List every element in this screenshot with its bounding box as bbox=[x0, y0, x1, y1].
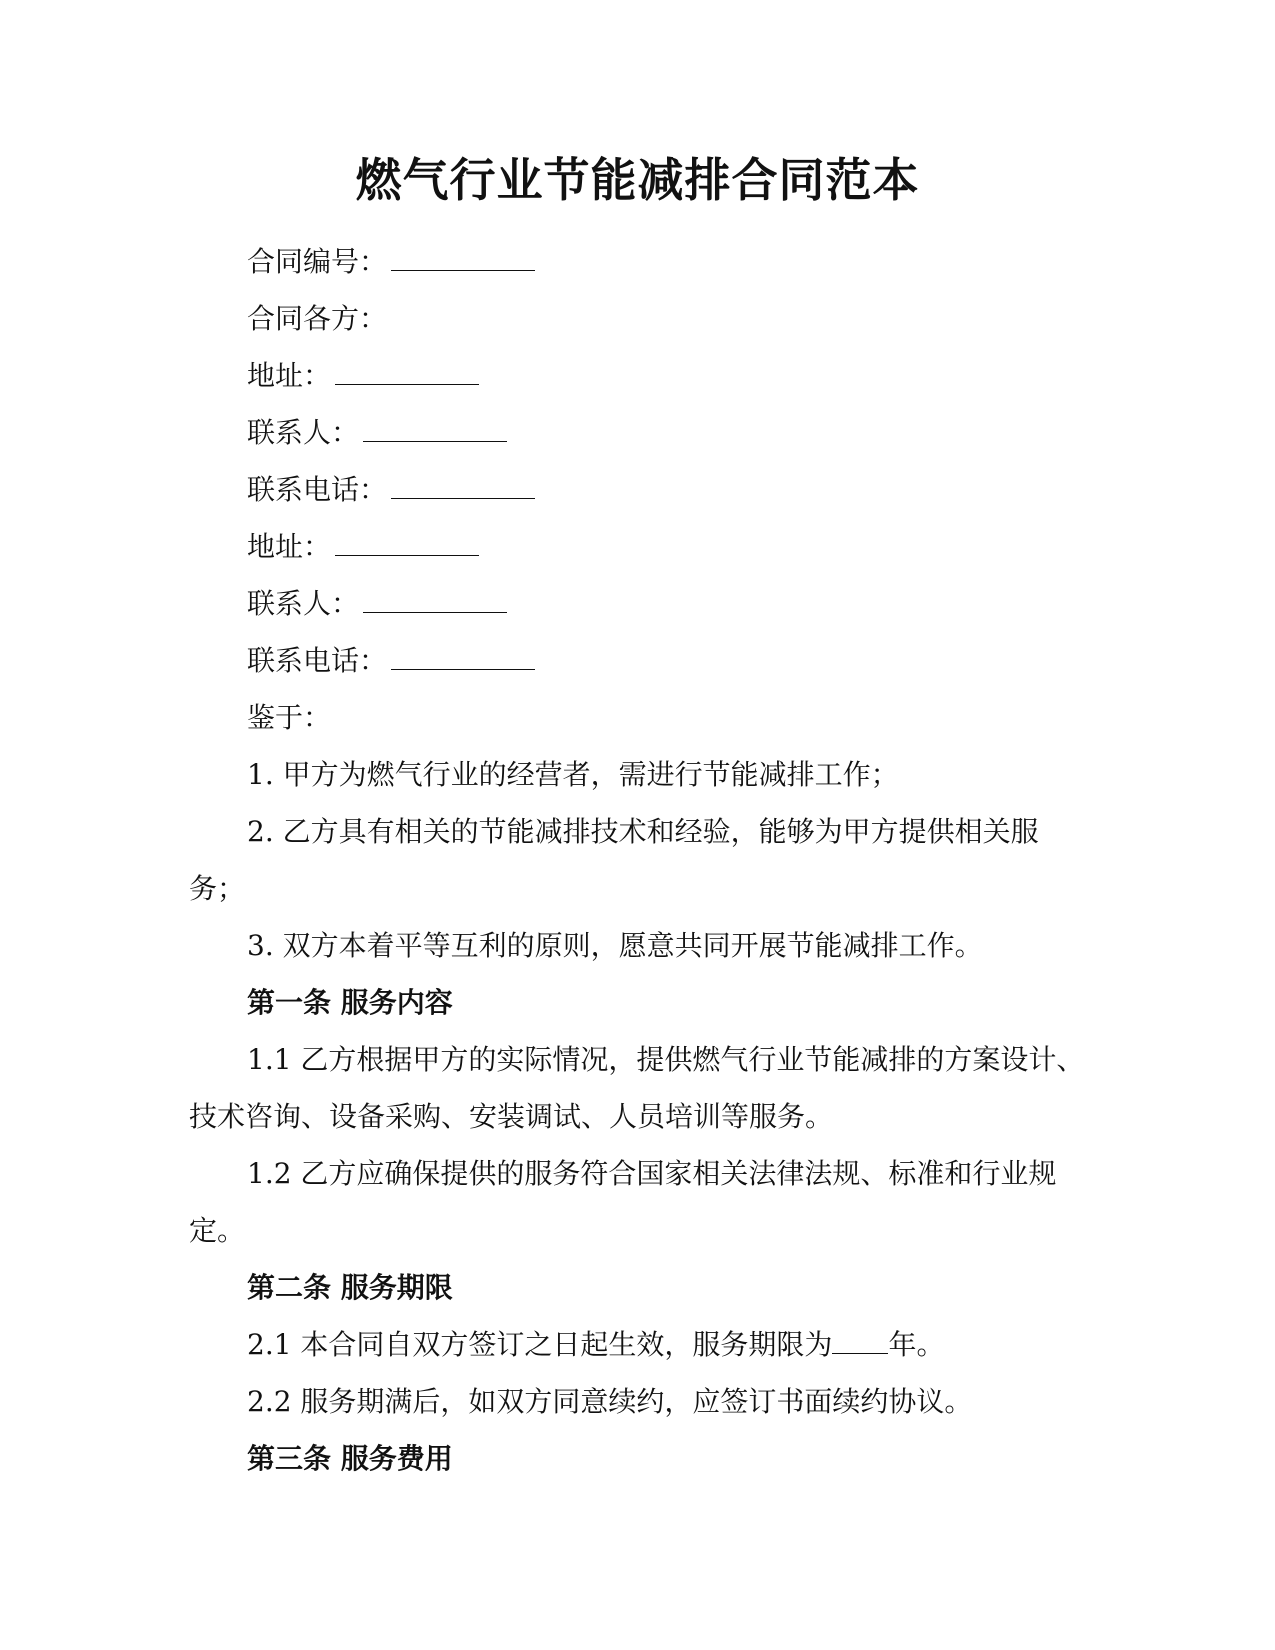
party-1-phone-field bbox=[189, 461, 1089, 518]
contract-number-label: 合同编号： bbox=[247, 245, 388, 278]
party-2-contact-label: 联系人： bbox=[247, 587, 360, 620]
party-2-address-field bbox=[189, 518, 1089, 575]
party-1-phone-label: 联系电话： bbox=[247, 473, 388, 506]
article-2-clause-1 bbox=[189, 1316, 1089, 1373]
party-2-phone-blank[interactable] bbox=[391, 643, 535, 670]
party-2-phone-field bbox=[189, 632, 1089, 689]
article-3-heading: 第三条 服务费用 bbox=[247, 1442, 453, 1475]
service-term-years-blank[interactable] bbox=[832, 1327, 888, 1354]
contract-number-blank[interactable] bbox=[391, 244, 535, 271]
article-1-clause-1: 1.1 乙方根据甲方的实际情况，提供燃气行业节能减排的方案设计、技术咨询、设备采购、安装调试、人员培训等服务。 bbox=[189, 1043, 1085, 1133]
party-1-contact-label: 联系人： bbox=[247, 416, 360, 449]
article-2-heading: 第二条 服务期限 bbox=[247, 1271, 453, 1304]
whereas-item-3: 3. 双方本着平等互利的原则，愿意共同开展节能减排工作。 bbox=[247, 929, 983, 962]
party-2-contact-field bbox=[189, 575, 1089, 632]
whereas-item-1: 1. 甲方为燃气行业的经营者，需进行节能减排工作； bbox=[247, 758, 899, 791]
article-2-clause-1-suffix: 年。 bbox=[888, 1328, 945, 1361]
article-1-clause-2: 1.2 乙方应确保提供的服务符合国家相关法律法规、标准和行业规定。 bbox=[189, 1157, 1057, 1247]
party-1-address-field bbox=[189, 347, 1089, 404]
party-1-contact-blank[interactable] bbox=[363, 415, 507, 442]
document-title: 燃气行业节能减排合同范本 bbox=[355, 153, 920, 207]
party-2-phone-label: 联系电话： bbox=[247, 644, 388, 677]
party-1-address-label: 地址： bbox=[247, 359, 332, 392]
party-2-contact-blank[interactable] bbox=[363, 586, 507, 613]
article-2-clause-2: 2.2 服务期满后，如双方同意续约，应签订书面续约协议。 bbox=[247, 1385, 973, 1418]
party-1-phone-blank[interactable] bbox=[391, 472, 535, 499]
party-1-address-blank[interactable] bbox=[335, 358, 479, 385]
whereas-label: 鉴于： bbox=[247, 701, 332, 734]
party-1-contact-field bbox=[189, 404, 1089, 461]
whereas-item-2: 2. 乙方具有相关的节能减排技术和经验，能够为甲方提供相关服务； bbox=[189, 815, 1039, 905]
document-body bbox=[189, 233, 1089, 1487]
article-1-heading: 第一条 服务内容 bbox=[247, 986, 453, 1019]
party-2-address-blank[interactable] bbox=[335, 529, 479, 556]
article-2-clause-1-prefix: 2.1 本合同自双方签订之日起生效，服务期限为 bbox=[247, 1328, 833, 1361]
parties-label: 合同各方： bbox=[247, 302, 388, 335]
party-2-address-label: 地址： bbox=[247, 530, 332, 563]
contract-number-field bbox=[189, 233, 1089, 290]
